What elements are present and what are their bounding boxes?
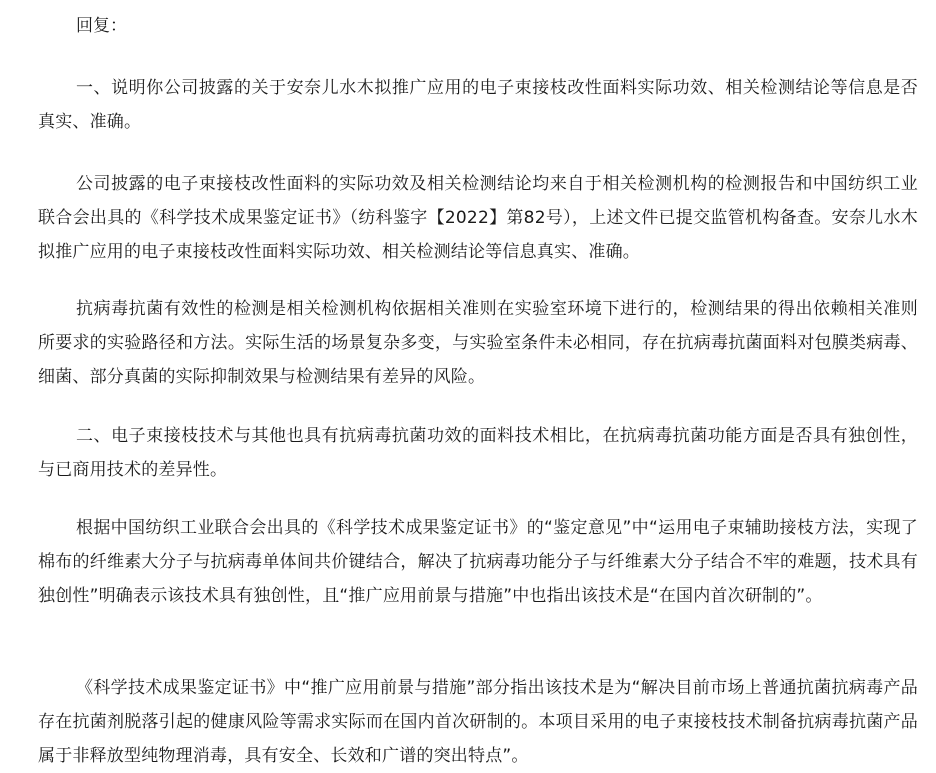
paragraph-question-1: 一、说明你公司披露的关于安奈儿水木拟推广应用的电子束接枝改性面料实际功效、相关检测结论等信息是否真实、准确。 (38, 78, 918, 132)
paragraph-answer-2a: 根据中国纺织工业联合会出具的《科学技术成果鉴定证书》的“鉴定意见”中“运用电子束辅助接枝方法，实现了棉布的纤维素大分子与抗病毒单体间共价键结合，解决了抗病毒功能分子与纤维素大分子结合不牢的难题，技术具有独创性”明确表示该技术具有独创性，且“推广应用前景与措施”中也指出该技术是“在国内首次研制的”。 (38, 518, 918, 606)
paragraph-answer-2b: 《科学技术成果鉴定证书》中“推广应用前景与措施”部分指出该技术是为“解决目前市场上普通抗菌抗病毒产品存在抗菌剂脱落引起的健康风险等需求实际而在国内首次研制的。本项目采用的电子束接枝技术制备抗病毒抗菌产品属于非释放型纯物理消毒，具有安全、长效和广谱的突出特点”。 (38, 678, 918, 766)
paragraph-answer-1b: 抗病毒抗菌有效性的检测是相关检测机构依据相关准则在实验室环境下进行的，检测结果的得出依赖相关准则所要求的实验路径和方法。实际生活的场景复杂多变，与实验室条件未必相同，存在抗病毒抗菌面料对包膜类病毒、细菌、部分真菌的实际抑制效果与检测结果有差异的风险。 (38, 299, 918, 387)
paragraph-answer-1a: 公司披露的电子束接枝改性面料的实际功效及相关检测结论均来自于相关检测机构的检测报告和中国纺织工业联合会出具的《科学技术成果鉴定证书》（纺科鉴字【2022】第82号），上述文件已提交监管机构备查。安奈儿水木拟推广应用的电子束接枝改性面料实际功效、相关检测结论等信息真实、准确。 (38, 174, 918, 262)
reply-label: 回复： (76, 16, 127, 36)
paragraph-question-2: 二、电子束接枝技术与其他也具有抗病毒抗菌功效的面料技术相比，在抗病毒抗菌功能方面是否具有独创性，与已商用技术的差异性。 (38, 426, 918, 480)
